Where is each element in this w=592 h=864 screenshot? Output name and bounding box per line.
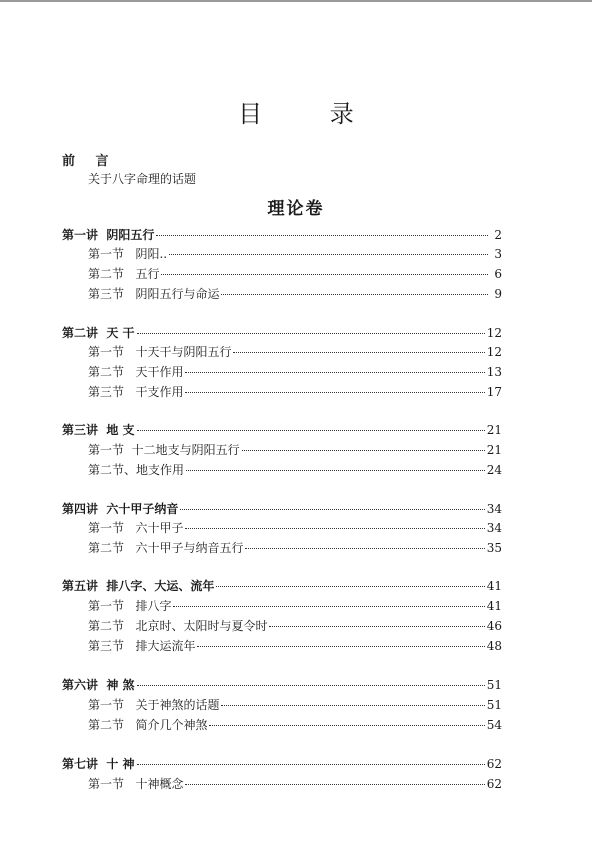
toc-entry-label: 第七讲 十 神 (62, 757, 135, 771)
toc-section-entry[interactable] (88, 519, 502, 537)
toc-dot-leader (185, 527, 484, 529)
toc-chapter-entry[interactable] (62, 324, 502, 342)
toc-dot-leader (185, 371, 484, 373)
toc-section-entry[interactable] (88, 597, 502, 615)
toc-dot-leader (137, 684, 485, 686)
toc-chapter-entry[interactable] (62, 577, 502, 595)
toc-entry-label: 第一节 十天干与阴阳五行 (88, 345, 232, 359)
toc-section-entry[interactable] (88, 285, 502, 303)
toc-dot-leader (221, 293, 488, 295)
toc-page-number: 54 (486, 718, 502, 732)
toc-entry-label: 第三节 阴阳五行与命运 (88, 287, 220, 301)
page-title: 目 录 (238, 100, 384, 128)
toc-section-entry[interactable] (88, 696, 502, 714)
toc-dot-leader (209, 724, 484, 726)
toc-chapter-entry[interactable] (62, 500, 502, 518)
preface-subtitle: 关于八字命理的话题 (88, 172, 197, 186)
toc-page-number: 34 (486, 521, 502, 535)
toc-entry-label: 第三节 排大运流年 (88, 639, 196, 653)
toc-section-entry[interactable] (88, 539, 502, 557)
toc-page-number: 12 (486, 345, 502, 359)
toc-page-number: 41 (486, 599, 502, 613)
toc-entry-label: 第三讲 地 支 (62, 423, 135, 437)
toc-entry-label: 第二讲 天 干 (62, 326, 135, 340)
toc-dot-leader (242, 449, 485, 451)
toc-page-number: 21 (486, 423, 502, 437)
toc-chapter-entry[interactable] (62, 421, 502, 439)
toc-dot-leader (216, 585, 484, 587)
toc-entry-label: 第二节 六十甲子与纳音五行 (88, 541, 244, 555)
toc-section-entry[interactable] (88, 775, 502, 793)
toc-dot-leader (161, 273, 488, 275)
toc-dot-leader (197, 645, 484, 647)
toc-dot-leader (186, 469, 485, 471)
toc-page-number: 41 (486, 579, 502, 593)
toc-page-number: 34 (486, 502, 502, 516)
toc-section-entry[interactable] (88, 265, 502, 283)
toc-entry-label: 第一节 排八字 (88, 599, 172, 613)
toc-page-number: 17 (486, 385, 502, 399)
toc-chapter-entry[interactable] (62, 226, 502, 244)
toc-page-number: 24 (486, 463, 502, 477)
toc-chapter-entry[interactable] (62, 755, 502, 773)
toc-dot-leader (137, 429, 485, 431)
toc-entry-label: 第二节 天干作用 (88, 365, 184, 379)
toc-section-entry[interactable] (88, 441, 502, 459)
toc-page-number: 51 (486, 678, 502, 692)
volume-title: 理论卷 (267, 199, 325, 219)
toc-entry-label: 第二节 五行 (88, 267, 160, 281)
toc-page-number: 48 (486, 639, 502, 653)
toc-entry-label: 第一节 关于神煞的话题 (88, 698, 220, 712)
toc-section-entry[interactable] (88, 245, 502, 263)
toc-section-entry[interactable] (88, 617, 502, 635)
toc-section-entry[interactable] (88, 716, 502, 734)
toc-page-number: 62 (486, 757, 502, 771)
toc-entry-label: 第二节、地支作用 (88, 463, 185, 477)
toc-entry-label: 第二节 北京时、太阳时与夏令时 (88, 619, 268, 633)
toc-page-number: 9 (494, 287, 502, 301)
toc-page-number: 3 (494, 247, 502, 261)
toc-page-number: 21 (486, 443, 502, 457)
toc-section-entry[interactable] (88, 343, 502, 361)
toc-dot-leader (245, 547, 484, 549)
toc-section-entry[interactable] (88, 637, 502, 655)
toc-entry-label: 第一节 六十甲子 (88, 521, 184, 535)
toc-entry-label: 第四讲 六十甲子纳音 (62, 502, 179, 516)
toc-page-number: 13 (486, 365, 502, 379)
toc-entry-label: 第三节 干支作用 (88, 385, 184, 399)
toc-entry-label: 第一节 十神概念 (88, 777, 184, 791)
toc-chapter-entry[interactable] (62, 676, 502, 694)
toc-section-entry[interactable] (88, 383, 502, 401)
toc-entry-label: 第二节 简介几个神煞 (88, 718, 208, 732)
toc-dot-leader (180, 508, 484, 510)
toc-page-number: 35 (486, 541, 502, 555)
toc-dot-leader (137, 332, 485, 334)
toc-dot-leader (185, 391, 484, 393)
toc-page-number: 62 (486, 777, 502, 791)
toc-section-entry[interactable] (88, 461, 502, 479)
page-top-edge (0, 0, 592, 2)
toc-section-entry[interactable] (88, 363, 502, 381)
toc-entry-label: 第六讲 神 煞 (62, 678, 135, 692)
preface-heading: 前 言 (62, 154, 117, 169)
toc-page-number: 51 (486, 698, 502, 712)
toc-dot-leader (137, 763, 485, 765)
toc-dot-leader (173, 605, 484, 607)
toc-dot-leader (169, 253, 488, 255)
toc-dot-leader (269, 625, 484, 627)
toc-dot-leader (156, 234, 488, 236)
toc-page-number: 46 (486, 619, 502, 633)
toc-dot-leader (233, 351, 484, 353)
toc-page-number: 2 (494, 228, 502, 242)
toc-entry-label: 第五讲 排八字、大运、流年 (62, 579, 215, 593)
toc-dot-leader (185, 783, 484, 785)
toc-entry-label: 第一讲 阴阳五行 (62, 228, 155, 242)
toc-page-number: 6 (494, 267, 502, 281)
toc-page-number: 12 (486, 326, 502, 340)
toc-entry-label: 第一节 十二地支与阴阳五行 (88, 443, 240, 457)
toc-entry-label: 第一节 阴阳.. (88, 247, 168, 261)
toc-dot-leader (221, 704, 484, 706)
